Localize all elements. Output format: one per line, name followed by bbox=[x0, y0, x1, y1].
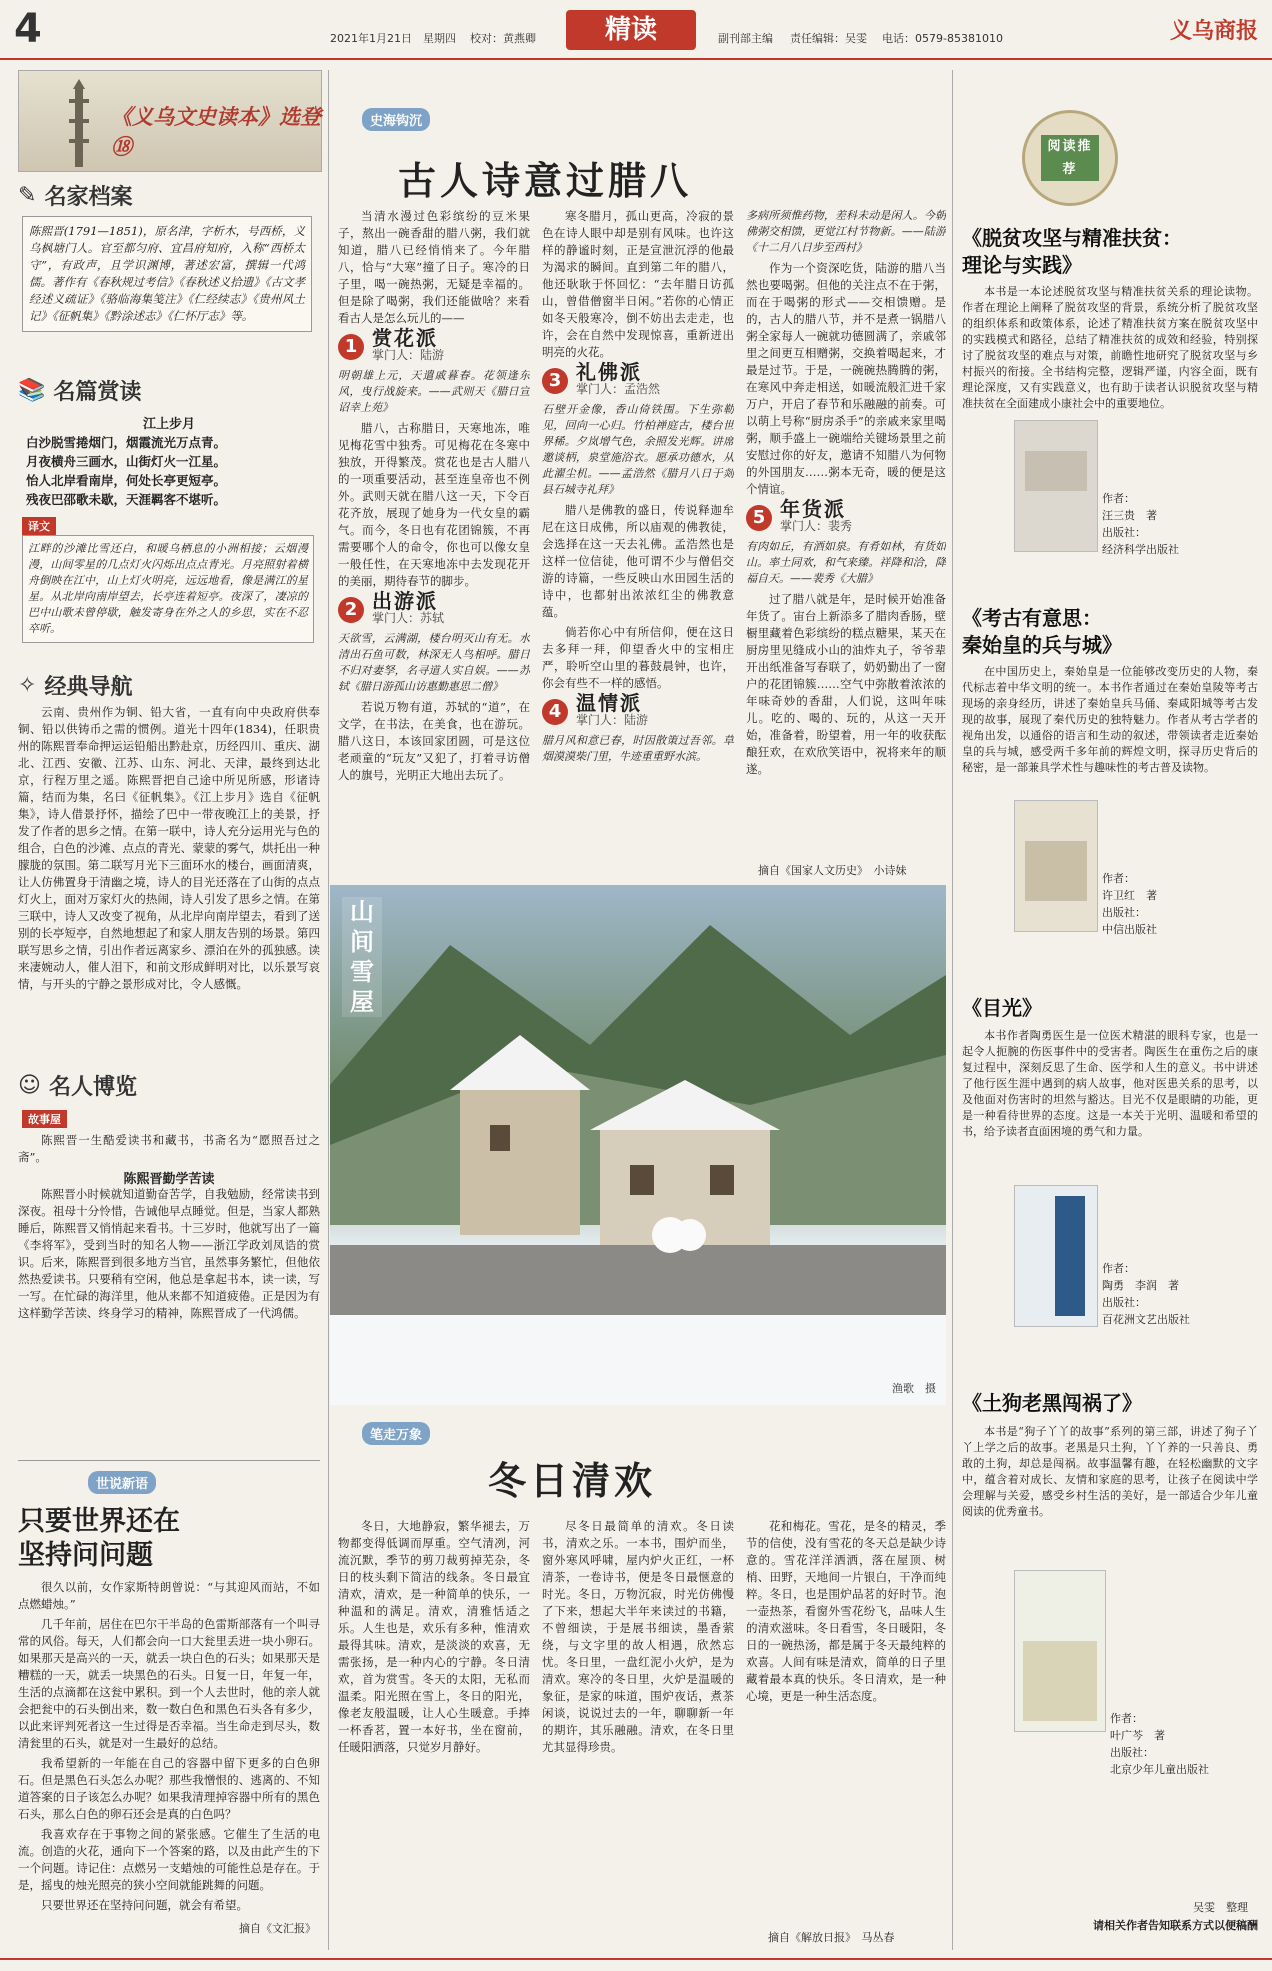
book-2-title-line: 秦始皇的兵与城》 bbox=[962, 633, 1122, 657]
topic-tag-history: 史海钩沉 bbox=[362, 108, 430, 131]
book-4-desc-text: 本书是“狗子丫丫的故事”系列的第三部，讲述了狗子丫丫上学之后的故事。老黑是只土狗，丫丫养的一只善良、勇敢的土狗，却总是闯祸。故事温馨有趣，在轻松幽默的文字中，蕴含着对成长、友情和家庭的思考，让孩子在阅读中学会理解与关爱，感受乡村生活的美好，是一部适合少年儿童阅读的优秀童书。 bbox=[962, 1425, 1258, 1518]
header-editor-in-chief: 副刊部主编 bbox=[718, 32, 773, 45]
mingjia-heading bbox=[18, 180, 320, 211]
article2-source: 摘自《解放日报》 马丛春 bbox=[768, 1931, 895, 1944]
sub-2-poem: 天欲雪，云满湖，楼台明灭山有无。水清出石鱼可数，林深无人鸟相呼。腊日不归对妻孥，名寻道人实自娱。——苏轼《腊日游孤山访惠勤惠思二僧》 bbox=[338, 632, 530, 693]
sub-5-poem: 有肉如丘，有酒如泉。有肴如林，有货如山。率土同欢，和气来臻。祥降和洽，降福自天。——裴秀《大腊》 bbox=[746, 540, 946, 585]
article1-col-3 bbox=[746, 208, 946, 858]
mingren-heading bbox=[18, 1070, 320, 1101]
book-3-title bbox=[962, 995, 1258, 1022]
book-4-publisher-label: 出版社： bbox=[1110, 1746, 1154, 1759]
article2-text-2: 尽冬日最简单的清欢。冬日读书，清欢之乐。一本书，围炉而坐，窗外寒风呼啸，屋内炉火正红，一杯清茶，一卷诗书，便是冬日最惬意的时光。冬日，万物沉寂，时光仿佛慢了下来，想起大半年来读过的书籍，不曾细读，于是展书细读，墨香萦绕，与文字里的故人相遇，欣然忘忧。冬日里，一盘红泥小火炉，是为清欢。寒冷的冬日里，火炉是温暖的象征，是家的味道，围炉夜话，煮茶闲谈，说说过去的一年，聊聊新一年的期许，其乐融融。清欢，在冬日里尤其显得珍贵。 bbox=[542, 1519, 734, 1754]
yiwen-text: 江畔的沙滩比雪还白，和暖乌栖息的小洲相接；云烟漫漫，山间零星的几点灯火闪烁出点点青光。月亮照射着横舟倒映在江中，山上灯火明亮，远远地看，像是满江的星星。从北岸向南岸望去，长亭连着短亭。夜深了，凄凉的巴中山歌未曾停歇，触发寄身在外之人的乡思，实在不忍卒听。 bbox=[28, 542, 308, 635]
sub-2-name: 出游派 bbox=[372, 589, 438, 613]
mingren-heading-text: 名人博览 bbox=[48, 1075, 137, 1100]
sub-3-name: 礼佛派 bbox=[576, 360, 642, 384]
shishuo-paragraph: 几千年前，居住在巴尔干半岛的色雷斯部落有一个叫寻常的风俗。每天，人们都会向一口大瓮里丢进一块小卵石。如果那天是高兴的一天，就丢一块白色的石头；如果那天是糟糕的一天，就丢一块黑色的石头。日复一日，年复一年，生活的点滴都在这瓮中累积。到一个人去世时，他的亲人就会把瓮中的石头倒出来，数一数白色和黑色石头各有多少，以此来评判死者这一生过得是否幸福。当生命走到尽头，数清瓮里的石头，就是对一生最好的总结。 bbox=[18, 1617, 320, 1750]
topic-tag-essay: 笔走万象 bbox=[362, 1422, 430, 1445]
sub-5-name: 年货派 bbox=[780, 497, 846, 521]
col2-text-a: 寒冬腊月，孤山更高，冷寂的景色在诗人眼中却是别有风味。也许这样的静谧时刻，正是宣泄沉浮的他最为渴求的瞬间。直到第二年的腊八，他还耿耿于怀回忆：“去年腊日访孤山，曾借僧窗半日闲。”若你的心情正如冬天般寒冷，倒不妨出去走走，也许，会在自然中发现惊喜，重新迸出明亮的火花。 bbox=[542, 209, 734, 359]
book-1-author: 汪三贵 著 bbox=[1102, 509, 1157, 522]
book-stack-icon: 📚 bbox=[18, 378, 46, 403]
sub-3-poem: 石壁开金像，香山倚铁围。下生弥勒见，回向一心归。竹柏禅庭古，楼台世界稀。夕岚增气色，余照发光辉。讲席邀谈柄，泉堂施浴衣。愿承功德水，从此濯尘机。——孟浩然《腊月八日于剡县石城寺礼拜》 bbox=[542, 403, 734, 496]
jingdian-heading-text: 经典导航 bbox=[44, 675, 133, 700]
mingren-section bbox=[18, 1070, 320, 1450]
yiwen-box bbox=[22, 535, 314, 643]
photo-title: 山间雪屋 bbox=[342, 897, 382, 1017]
header-proofreader: 校对：黄燕卿 bbox=[470, 32, 536, 45]
sub-3-number: 3 bbox=[542, 368, 568, 394]
mingpian-section bbox=[18, 375, 320, 665]
sub-4-number: 4 bbox=[542, 699, 568, 725]
book-1-author-label: 作者： bbox=[1102, 492, 1135, 505]
sub-5-header bbox=[746, 497, 946, 535]
mingren-intro-text: 陈熙晋一生酷爱读书和藏书，书斋名为“愿照吾过之斋”。 bbox=[18, 1133, 320, 1164]
story-tag: 故事屋 bbox=[22, 1110, 67, 1128]
sub-2-header bbox=[338, 589, 530, 627]
divider-right bbox=[952, 70, 953, 1950]
article2-col-1 bbox=[338, 1518, 530, 1928]
book-1-cover-art bbox=[1025, 451, 1087, 491]
book-2-author-label: 作者： bbox=[1102, 872, 1135, 885]
series-banner bbox=[18, 70, 322, 172]
page-header bbox=[0, 0, 1272, 60]
sub-4-text: 作为一个资深吃货，陆游的腊八当然也要喝粥。但他的关注点不在于粥，而在于喝粥的形式——交相馈赠。是的，古人的腊八节，并不是煮一锅腊八粥全家每人一碗就功德圆满了，亲戚邻里之间更互相赠粥，交换着喝起来，才最是过节。于是，一碗碗热腾腾的粥，在寒风中奔走相送，如暖流般汇进千家万户，开启了春节和乐融融的前奏。可以萌上号称“厨房杀手”的亲戚来家里喝粥，顺手盛上一碗端给关键场景里之前安慰过你的好友，邀请不知腊八为何物的外国朋友……粥本无奇，暖的便是这个情谊。 bbox=[746, 261, 946, 496]
mingjia-box bbox=[22, 216, 312, 332]
shishuo-tag: 世说新语 bbox=[88, 1471, 156, 1494]
sub-2-text: 若说万物有道，苏轼的“道”，在文学，在书法，在美食，也在游玩。腊八这日，本该回家团圆，可是这位老顽童的“玩友”又犯了，打着寻访僧人的旗号，光明正大地出去玩了。 bbox=[338, 700, 530, 782]
sub-4-header bbox=[542, 691, 734, 729]
mingpian-heading-text: 名篇赏读 bbox=[53, 380, 142, 405]
book-3-publisher-label: 出版社： bbox=[1102, 1296, 1146, 1309]
article1-col-2 bbox=[542, 208, 734, 858]
sub-1-author: 掌门人：陆游 bbox=[372, 348, 445, 362]
yiwen-tag: 译文 bbox=[22, 517, 56, 535]
sub-3-text-2: 倘若你心中有所信仰，便在这日去多拜一拜，仰望香火中的宝相庄严，聆听空山里的暮鼓晨钟，也许，你会有些不一样的感悟。 bbox=[542, 625, 734, 690]
compass-icon: ✧ bbox=[18, 673, 37, 698]
sub-4-poem-cont: 多病所须惟药物，差科未动是闲人。今朝佛粥交相馈，更觉江村节物新。——陆游《十二月八日步至西村》 bbox=[746, 209, 946, 254]
shishuo-paragraph: 我希望新的一年能在自己的容器中留下更多的白色卵石。但是黑色石头怎么办呢？那些我憎恨的、逃离的、不知道答案的日子该怎么办呢？如果我清理掉容器中所有的黑色石头，那么白色的卵石还会是真的白色吗？ bbox=[18, 1756, 320, 1821]
mingjia-bio: 陈熙晋(1791—1851)，原名津，字析木，号西桥，义乌枫塘门人。官至都匀府、宜昌府知府，入称“西桥太守”，有政声，且学识渊博，著述宏富，撰辑一代鸿儒。著作有《春秋规过考信》《春秋述义拾遗》《古文孝经述义疏证》《骆临海集笺注》《仁经续志》《贵州风土记》《征帆集》《黔涂述志》《仁怀厅志》等。 bbox=[29, 224, 305, 323]
sub-4-author: 掌门人：陆游 bbox=[576, 713, 649, 727]
article2-title: 冬日清欢 bbox=[488, 1459, 657, 1503]
right-column bbox=[962, 70, 1258, 1950]
sub-2-number: 2 bbox=[338, 597, 364, 623]
shishuo-section bbox=[18, 1460, 320, 1941]
pagoda-icon bbox=[59, 79, 99, 167]
footer-editor: 吴雯 整理 bbox=[1193, 1901, 1248, 1914]
article1-col-1 bbox=[338, 208, 530, 858]
book-1-desc-text: 本书是一本论述脱贫攻坚与精准扶贫关系的理论读物。作者在理论上阐释了脱贫攻坚的背景，系统分析了脱贫攻坚的组织体系和政策体系，论述了精准扶贫方案在脱贫攻坚中的实践模式和路径，总结了精准扶贫的成效和经验，特别探讨了脱贫攻坚的难点与对策，前瞻性地研究了脱贫攻坚与乡村振兴的衔接。全书结构完整，逻辑严谨，内容全面，既有理论深度，又有实践意义，也有助于读者认识脱贫攻坚与精准扶贫在全面建成小康社会中的重要地位。 bbox=[962, 285, 1258, 410]
snow-house-photo bbox=[330, 885, 946, 1405]
mingren-intro bbox=[18, 1132, 320, 1169]
shishuo-body bbox=[18, 1579, 320, 1919]
book-3-desc bbox=[962, 1028, 1258, 1168]
footer-note: 请相关作者告知联系方式以便稿酬 bbox=[1093, 1919, 1258, 1932]
person-icon: ☺ bbox=[18, 1073, 41, 1098]
sub-2-author: 掌门人：苏轼 bbox=[372, 611, 445, 625]
book-1-title bbox=[962, 225, 1258, 279]
quill-icon: ✎ bbox=[18, 183, 37, 208]
book-3-cover bbox=[1014, 1185, 1098, 1327]
sub-1-name: 赏花派 bbox=[372, 326, 438, 350]
article1-title: 古人诗意过腊八 bbox=[398, 159, 693, 203]
shishuo-paragraph: 我喜欢存在于事物之间的紧张感。它催生了生活的电流。创造的火花，通向下一个答案的路，以及由此产生的下一个问题。诗记住：点燃另一支蜡烛的可能性总是存在。于是，摇曳的烛光照亮的狭小空间就能跳舞的问题。 bbox=[18, 1827, 320, 1892]
book-2-title-line: 《考古有意思： bbox=[962, 606, 1102, 630]
book-4-credit bbox=[1110, 1710, 1209, 1778]
header-phone: 电话：0579-85381010 bbox=[882, 32, 1003, 45]
page-number: 4 bbox=[14, 6, 42, 52]
badge-circle bbox=[1022, 110, 1118, 206]
book-1-cover bbox=[1014, 420, 1098, 552]
paper-name: 义乌商报 bbox=[1169, 18, 1258, 44]
sub-3-text: 腊八是佛教的盛日，传说释迦牟尼在这日成佛，所以庙观的佛教徒，会选择在这一天去礼佛。孟浩然也是这样一位信徒，他可谓不少与僧侣交游的诗篇，一些反映山水田园生活的诗中，也都射出浓浓红尘的佛教意蕴。 bbox=[542, 503, 734, 619]
article1-source: 摘自《国家人文历史》 小诗妹 bbox=[758, 864, 907, 877]
story-title: 陈熙晋勤学苦读 bbox=[123, 1172, 215, 1187]
header-editor: 责任编辑：吴雯 bbox=[790, 32, 867, 45]
sub-3-header bbox=[542, 360, 734, 398]
book-2-publisher: 中信出版社 bbox=[1102, 923, 1157, 936]
mingpian-heading bbox=[18, 375, 320, 406]
poem-body bbox=[26, 433, 316, 509]
sub-1-text: 腊八，古称腊日，天寒地冻，唯见梅花雪中独秀。可见梅花在冬寒中独放，开得繁茂。赏花也是古人腊八的一项重要活动，甚至连皇帝也不例外。武则天就在腊八这一天，下令百花齐放，展现了她身为一代女皇的霸气。而今，冬日也有花团锦簇，不再需要哪个人的命令，你也可以像女皇一般任性，在天寒地冻中去发现花开的美丽，期待春节的脚步。 bbox=[338, 421, 530, 588]
left-column bbox=[18, 70, 320, 1940]
jingdian-text bbox=[18, 704, 320, 1049]
jingdian-section bbox=[18, 670, 320, 1090]
book-3-author: 陶勇 李润 著 bbox=[1102, 1279, 1179, 1292]
book-4-publisher: 北京少年儿童出版社 bbox=[1110, 1763, 1209, 1776]
book-1-desc bbox=[962, 284, 1258, 414]
book-2-title bbox=[962, 605, 1258, 659]
book-1-credit bbox=[1102, 490, 1179, 558]
snow-house-illustration bbox=[330, 885, 946, 1405]
sub-4-poem: 腊月风和意已春，时因散策过吾邻。草烟漠漠柴门里，牛迹重重野水滨。 bbox=[542, 734, 734, 763]
badge-text: 阅读推荐 bbox=[1041, 135, 1099, 181]
book-1-title-line: 理论与实践》 bbox=[962, 253, 1082, 277]
shishuo-paragraph: 很久以前，女作家斯特朗曾说：“与其迎风而站，不如点燃蜡烛。” bbox=[18, 1580, 320, 1611]
article2-text-3: 花和梅花。雪花，是冬的精灵，季节的信使，没有雪花的冬天总是缺少诗意的。雪花洋洋洒洒，落在屋顶、树梢、田野，天地间一片银白，干净而纯粹。冬日，也是围炉品茗的好时节。泡一壶热茶，看窗外雪花纷飞，品味人生的清欢滋味。冬日看雪，冬日暖阳，冬日的一碗热汤，都是属于冬天最纯粹的欢喜。人间有味是清欢，简单的日子里藏着最本真的快乐。冬日清欢，是一种心境，更是一种生活态度。 bbox=[746, 1519, 946, 1703]
sub-5-author: 掌门人：裴秀 bbox=[780, 519, 853, 533]
article1-intro: 当清水漫过色彩缤纷的豆米果子，熬出一碗香甜的腊八粥，我们就知道，腊八已经悄悄来了。今年腊八，恰与“大寒”撞了日子。寒冷的日子里，喝一碗热粥，无疑是幸福的。但是除了喝粥，我们还能做啥？来看看古人是怎么玩儿的—— bbox=[338, 209, 530, 325]
sub-5-text: 过了腊八就是年，是时候开始准备年货了。宙台上新添多了腊肉香肠，壁橱里藏着色彩缤纷的糕点糖果，某天在厨房里见缝成小山的油炸丸子，爷爷辈开出纸准备写春联了，奶奶勤出了一窗户的花团锦簇……空气中弥散着浓浓的年味奇妙的香甜，人们说，这叫年味儿。吃的、喝的、玩的，从这一天开始，准备着，盼望着，用一年的收获酝酿狂欢，在欢欣笑语中，祝将来年的顺遂。 bbox=[746, 592, 946, 776]
book-3-author-label: 作者： bbox=[1102, 1262, 1135, 1275]
book-4-cover bbox=[1014, 1570, 1106, 1732]
poem-title: 江上步月 bbox=[142, 417, 195, 432]
book-2-author: 许卫红 著 bbox=[1102, 889, 1157, 902]
poem-line: 白沙脱雪捲烟门，烟霞流光万点青。 bbox=[26, 435, 227, 450]
shishuo-title-line: 坚持问问题 bbox=[18, 1540, 153, 1571]
book-1-publisher-label: 出版社： bbox=[1102, 526, 1146, 539]
book-2-cover-art bbox=[1025, 841, 1087, 901]
book-3-credit bbox=[1102, 1260, 1190, 1328]
poem-line: 怡人北岸看南岸，何处长亭更短亭。 bbox=[26, 473, 227, 488]
book-4-desc bbox=[962, 1424, 1258, 1554]
story-paragraph: 陈熙晋小时候就知道勤奋苦学，自我勉励，经常读书到深夜。祖母十分怜惜，告诫他早点睡觉。但是，当家人都熟睡后，陈熙晋又悄悄起来看书。十三岁时，他就写出了一篇《李将军》，受到当时的知名人物——浙江学政刘凤诰的赏识。后来，陈熙晋到很多地方当官，虽然事务繁忙，但他依然热爱读书。只要稍有空闲，他总是拿起书本，读一读，写一写。在忙碌的海洋里，他从来都不知道疲倦。正是因为有这样勤学苦读、终身学习的精神，陈熙晋成了一代鸿儒。 bbox=[18, 1187, 320, 1320]
divider-left bbox=[328, 70, 329, 1950]
book-2-credit bbox=[1102, 870, 1157, 938]
book-3-desc-text: 本书作者陶勇医生是一位医术精湛的眼科专家，也是一起令人扼腕的伤医事件中的受害者。陶医生在重伤之后的康复过程中，深刻反思了生命、医学和人生的意义。书中讲述了他行医生涯中遇到的病人故事，他对医患关系的思考，以及他面对伤害时的坦然与豁达。目光不仅是眼睛的功能，更是一种看待世界的态度。这是一本关于光明、温暖和希望的书，给予读者直面困境的勇气和力量。 bbox=[962, 1029, 1258, 1138]
sub-1-header bbox=[338, 326, 530, 364]
poem-line: 残夜巴邵歌未歇，天涯羁客不堪听。 bbox=[26, 492, 227, 507]
article2-text-1: 冬日，大地静寂，繁华褪去，万物都变得低调而厚重。空气清冽，河流沉默，季节的剪刀裁剪掉芜杂，冬日的枝头剩下简洁的线条。冬日最宜清欢，清欢，是一种简单的快乐，一种温和的满足。清欢，清雅恬适之乐。人生也是，欢乐有多种，惟清欢最得其味。清欢，是淡淡的欢喜，无需张扬，是一种内心的宁静。冬日清欢，首为赏雪。冬天的太阳，无私而温柔。阳光照在雪上，冬日的阳光，像老友般温暖，让人心生暖意。手捧一杯香茗，置一本好书，坐在窗前，任暖阳洒落，只觉岁月静好。 bbox=[338, 1519, 530, 1754]
book-4-title-line: 《土狗老黑闯祸了》 bbox=[962, 1391, 1142, 1415]
story-text bbox=[18, 1186, 320, 1406]
series-title: 《义乌文史读本》选登⑱ bbox=[111, 104, 321, 159]
sub-1-number: 1 bbox=[338, 334, 364, 360]
article2-col-3 bbox=[746, 1518, 946, 1918]
shishuo-title bbox=[18, 1505, 180, 1573]
book-4-author-label: 作者： bbox=[1110, 1712, 1143, 1725]
book-3-publisher: 百花洲文艺出版社 bbox=[1102, 1313, 1190, 1326]
sub-5-number: 5 bbox=[746, 505, 772, 531]
jingdian-heading bbox=[18, 670, 320, 701]
shishuo-title-line: 只要世界还在 bbox=[18, 1506, 180, 1537]
poem-line: 月夜横舟三画水，山街灯火一江星。 bbox=[26, 454, 227, 469]
book-4-cover-art bbox=[1023, 1641, 1097, 1721]
book-1-title-line: 《脱贫攻坚与精准扶贫： bbox=[962, 226, 1182, 250]
book-2-cover bbox=[1014, 800, 1098, 932]
mingjia-section bbox=[18, 180, 320, 370]
sub-4-name: 温情派 bbox=[576, 691, 642, 715]
shishuo-paragraph: 只要世界还在坚持问问题，就会有希望。 bbox=[41, 1898, 248, 1912]
header-date: 2021年1月21日 星期四 bbox=[330, 32, 456, 45]
jingdian-paragraph: 云南、贵州作为铜、铅大省，一直有向中央政府供奉铜、铅以供铸币之需的惯例。道光十四年(1834)，任职贵州的陈熙晋奉命押运运铅船出黔赴京，历经四川、重庆、湖北、江西、安徽、江苏、山东、河北、天津，最终到达北京，行程万里之遥。陈熙晋把自己途中所见所感，形诸诗篇，结而为集，名曰《征帆集》。《江上步月》选自《征帆集》，诗人借景抒怀，描绘了巴中一带夜晚江上的美景，抒发了作者的思乡之情。在第一联中，诗人充分运用光与色的组合，白色的沙滩、点点的青光、蒙蒙的雾气，烘托出一种朦胧的氛围。第二联写月光下三面环水的楼台，画面清爽，让人仿佛置身于清幽之境，诗人的目光还落在了山街的点点灯火上，面对万家灯火的热闹，诗人引发了思乡之情。在第三联中，诗人又改变了视角，从北岸向南岸望去，看到了送别的长亭短亭，自然地想起了和家人朋友告别的场景。第四联写思乡之情，引出作者远离家乡、漂泊在外的孤独感。读来凄婉动人，催人泪下，和前文形成鲜明对比，以乐景写哀情，与开头的宁静之景形成对比，令人感慨。 bbox=[18, 705, 320, 991]
book-2-publisher-label: 出版社： bbox=[1102, 906, 1146, 919]
photo-credit: 渔歌 摄 bbox=[892, 1382, 936, 1395]
mingjia-heading-text: 名家档案 bbox=[44, 185, 133, 210]
book-2-desc bbox=[962, 664, 1258, 794]
book-1-publisher: 经济科学出版社 bbox=[1102, 543, 1179, 556]
book-2-desc-text: 在中国历史上，秦始皇是一位能够改变历史的人物，秦代标志着中华文明的统一。本书作者通过在秦始皇陵等考古现场的亲身经历，讲述了秦始皇兵马俑、秦咸阳城等考古发现的故事，展现了秦代历史的独特魅力。作者从考古学者的视角出发，以通俗的语言和生动的叙述，带领读者走近秦始皇的兵与城，感受两千多年前的辉煌文明，探寻历史背后的秘密，是一部兼具学术性与趣味性的考古普及读物。 bbox=[962, 665, 1258, 774]
center-column bbox=[338, 70, 946, 1950]
footer-rule bbox=[0, 1958, 1272, 1960]
sub-1-poem: 明朝雄上元，天遣戚暮春。花领逢东风，曳行战旋来。——武则天《腊日宣诏幸上苑》 bbox=[338, 369, 530, 414]
section-title: 精读 bbox=[566, 10, 696, 50]
book-3-title-line: 《目光》 bbox=[962, 996, 1042, 1020]
book-4-title bbox=[962, 1390, 1258, 1417]
shishuo-source: 摘自《文汇报》 bbox=[239, 1922, 316, 1935]
sub-3-author: 掌门人：孟浩然 bbox=[576, 382, 661, 396]
article2-col-2 bbox=[542, 1518, 734, 1928]
book-3-cover-art bbox=[1055, 1196, 1085, 1316]
book-4-author: 叶广芩 著 bbox=[1110, 1729, 1165, 1742]
